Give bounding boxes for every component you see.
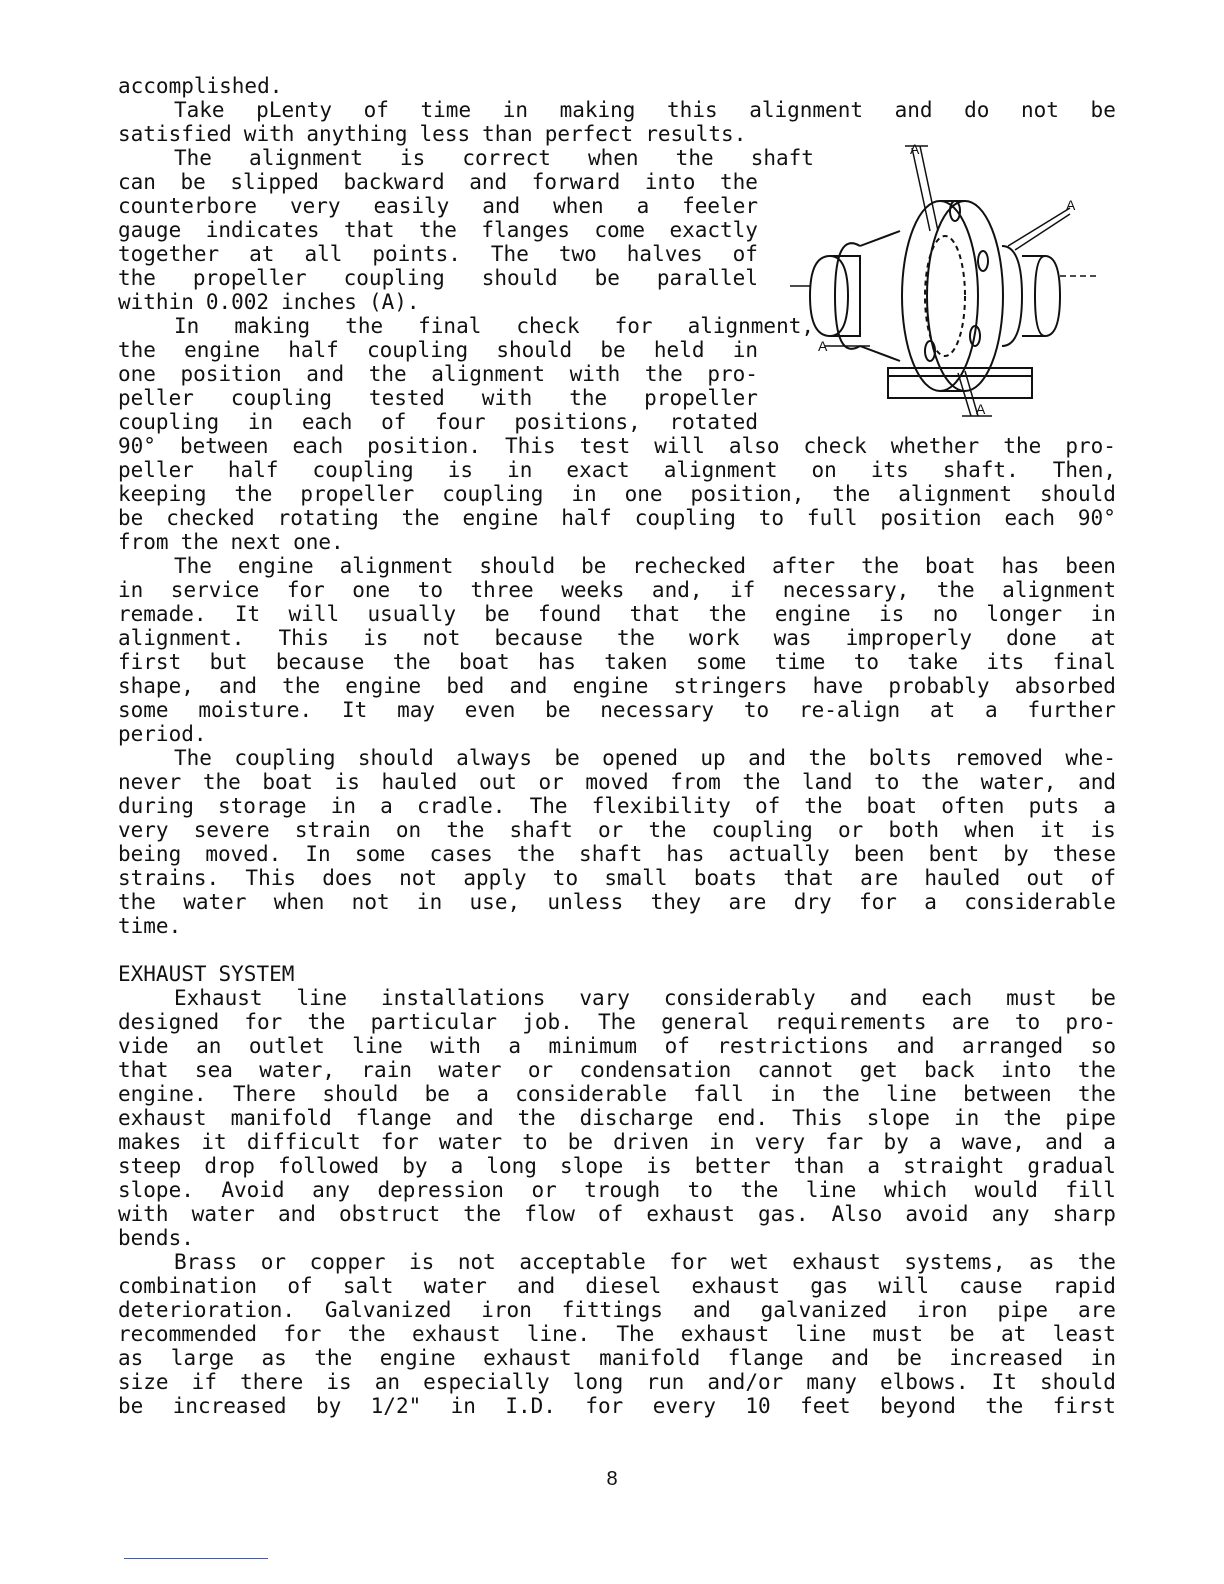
text-line: alignment. This is not because the work was improperly done at (118, 626, 1116, 650)
text-line: very severe strain on the shaft or the coupling or both when it is (118, 818, 1116, 842)
text-line: Exhaust line installations vary considerably and each must be (174, 986, 1116, 1010)
edge-mark (124, 1558, 268, 1559)
text-line: that sea water, rain water or condensation cannot get back into the (118, 1058, 1116, 1082)
text-line: remade. It will usually be found that the engine is no longer in (118, 602, 1116, 626)
text-line: satisfied with anything less than perfect results. (118, 122, 747, 146)
text-line: time. (118, 914, 182, 938)
text-line: recommended for the exhaust line. The exhaust line must be at least (118, 1322, 1116, 1346)
text-line: shape, and the engine bed and engine stringers have probably absorbed (118, 674, 1116, 698)
section-heading: EXHAUST SYSTEM (118, 962, 295, 986)
text-line: deterioration. Galvanized iron fittings and galvanized iron pipe are (118, 1298, 1116, 1322)
figure-label-a-bottom: A (976, 401, 986, 417)
text-line: being moved. In some cases the shaft has actually been bent by these (118, 842, 1116, 866)
text-line: the engine half coupling should be held in (118, 338, 758, 362)
text-line: exhaust manifold flange and the discharge end. This slope in the pipe (118, 1106, 1116, 1130)
text-line: engine. There should be a considerable fall in the line between the (118, 1082, 1116, 1106)
coupling-alignment-figure (770, 136, 1110, 426)
text-line: be increased by 1/2" in I.D. for every 10 feet beyond the first (118, 1394, 1116, 1418)
figure-label-a-top: A (910, 141, 920, 157)
text-line: one position and the alignment with the pro- (118, 362, 758, 386)
text-line: combination of salt water and diesel exhaust gas will cause rapid (118, 1274, 1116, 1298)
text-line: size if there is an especially long run and/or many elbows. It should (118, 1370, 1116, 1394)
text-line: be checked rotating the engine half coupling to full position each 90° (118, 506, 1116, 530)
text-line: keeping the propeller coupling in one position, the alignment should (118, 482, 1116, 506)
text-line: The coupling should always be opened up and the bolts removed whe- (174, 746, 1116, 770)
text-line: strains. This does not apply to small boats that are hauled out of (118, 866, 1116, 890)
text-line: accomplished. (118, 74, 283, 98)
text-line: 90° between each position. This test will also check whether the pro- (118, 434, 1116, 458)
text-line: the propeller coupling should be parallel (118, 266, 758, 290)
text-line: peller half coupling is in exact alignment on its shaft. Then, (118, 458, 1116, 482)
text-line: counterbore very easily and when a feeler (118, 194, 758, 218)
text-line: from the next one. (118, 530, 344, 554)
text-line: together at all points. The two halves of (118, 242, 758, 266)
text-line: Take pLenty of time in making this alignment and do not be (174, 98, 1116, 122)
text-line: gauge indicates that the flanges come exactly (118, 218, 758, 242)
text-line: peller coupling tested with the propeller (118, 386, 758, 410)
text-line: Brass or copper is not acceptable for wet exhaust systems, as the (174, 1250, 1116, 1274)
text-line: The alignment is correct when the shaft (174, 146, 814, 170)
figure-label-a-left: A (818, 338, 828, 354)
text-line: first but because the boat has taken some time to take its final (118, 650, 1116, 674)
text-line: in service for one to three weeks and, if necessary, the alignment (118, 578, 1116, 602)
text-line: can be slipped backward and forward into the (118, 170, 758, 194)
text-line: bends. (118, 1226, 194, 1250)
text-line: steep drop followed by a long slope is better than a straight gradual (118, 1154, 1116, 1178)
page-number: 8 (606, 1468, 618, 1490)
text-line: the water when not in use, unless they are dry for a considerable (118, 890, 1116, 914)
text-line: during storage in a cradle. The flexibility of the boat often puts a (118, 794, 1116, 818)
text-line: The engine alignment should be rechecked after the boat has been (174, 554, 1116, 578)
text-line: as large as the engine exhaust manifold flange and be increased in (118, 1346, 1116, 1370)
text-line: within 0.002 inches (A). (118, 290, 420, 314)
text-line: coupling in each of four positions, rotated (118, 410, 758, 434)
text-line: makes it difficult for water to be driven in very far by a wave, and a (118, 1130, 1116, 1154)
text-line: with water and obstruct the flow of exhaust gas. Also avoid any sharp (118, 1202, 1116, 1226)
text-line: In making the final check for alignment, (174, 314, 814, 338)
text-line: vide an outlet line with a minimum of restrictions and arranged so (118, 1034, 1116, 1058)
figure-label-a-right: A (1066, 197, 1076, 213)
text-line: some moisture. It may even be necessary to re-align at a further (118, 698, 1116, 722)
text-line: period. (118, 722, 207, 746)
coupling-diagram (770, 136, 1110, 426)
text-line: designed for the particular job. The general requirements are to pro- (118, 1010, 1116, 1034)
text-line: never the boat is hauled out or moved from the land to the water, and (118, 770, 1116, 794)
blank-line (118, 938, 1116, 962)
text-line: slope. Avoid any depression or trough to the line which would fill (118, 1178, 1116, 1202)
